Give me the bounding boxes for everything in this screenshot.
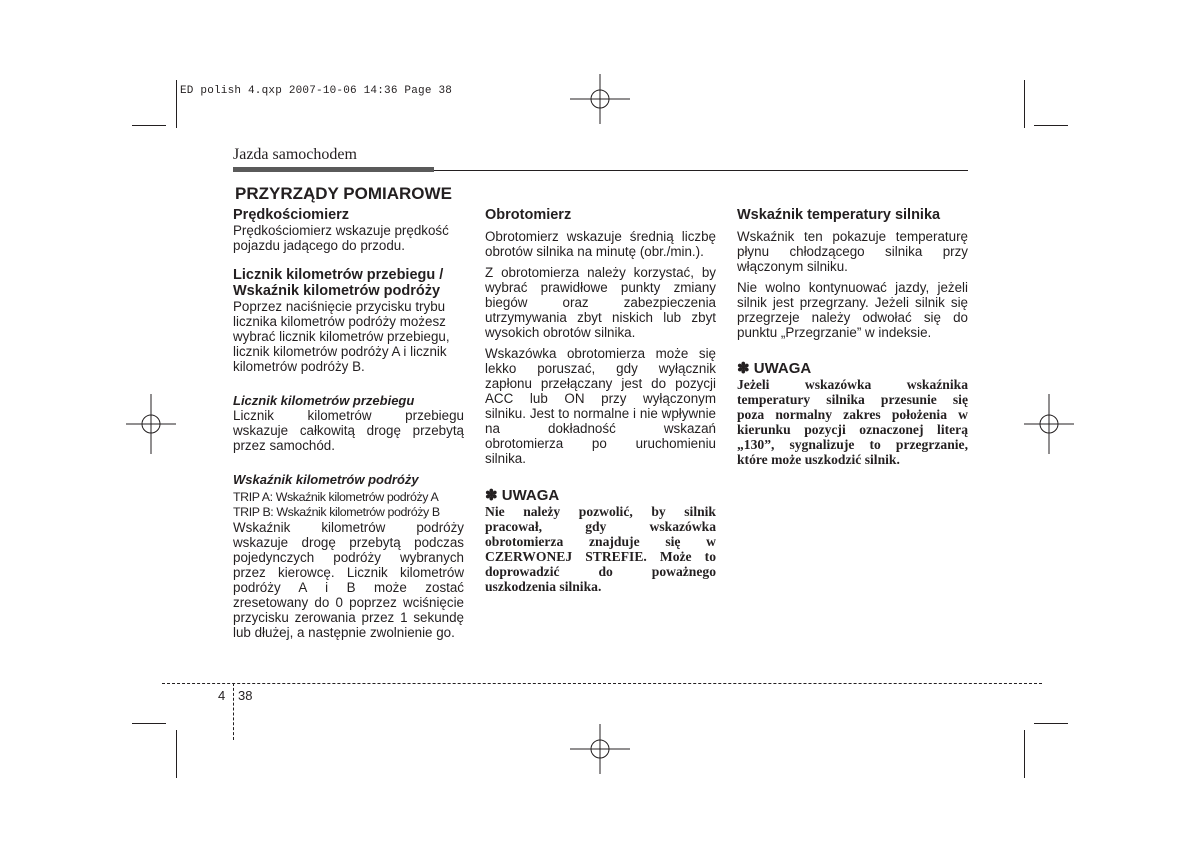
heading-speedometer: Prędkościomierz (233, 207, 350, 223)
crop-mark (132, 723, 166, 724)
crop-mark (1034, 125, 1068, 126)
paragraph: przez samochód. (233, 438, 335, 453)
header-rule (434, 170, 968, 171)
crop-mark (1034, 723, 1068, 724)
paragraph: Poprzez naciśnięcie przycisku trybu licznika kilometrów podróży możesz wybrać licznik kilometrów przebiegu, licznik kilometrów podróży A i licznik kilometrów podróży B. (233, 299, 450, 374)
paragraph: Obrotomierz wskazuje średnią liczbę obrotów silnika na minutę (obr./min.). (485, 229, 716, 259)
paragraph: Licznik kilometrów przebiegu (233, 408, 464, 423)
trip-a-line: TRIP A: Wskaźnik kilometrów podróży A (233, 490, 439, 504)
header-bar (233, 167, 434, 172)
warning-title: ✽ UWAGA (737, 360, 812, 377)
subheading-tripmeter: Wskaźnik kilometrów podróży (233, 472, 419, 487)
heading-odometer-trip: Licznik kilometrów przebiegu / Wskaźnik kilometrów podróży (233, 267, 444, 299)
registration-mark-right (1024, 394, 1074, 454)
warning-text: Nie należy pozwolić, by silnik pracował, gdy wskazówka obrotomierza znajduje się w CZERWONEJ STREFIE. Może to doprowadzić do poważnego uszkodzenia silnika. (485, 504, 716, 594)
footer-dashed-divider (233, 683, 234, 740)
paragraph: Prędkościomierz wskazuje prędkość pojazdu jadącego do przodu. (233, 223, 449, 253)
crop-mark (1024, 730, 1025, 778)
running-head: Jazda samochodem (233, 146, 357, 163)
paragraph: Wskaźnik kilometrów podróży wskazuje drogę przebytą podczas pojedynczych podróży wybranych przez kierowcę. Licznik kilometrów podróży A i B może zostać zresetowany do 0 poprzez wciśnięcie przycisku zerowania przez 1 sekundę lub dłużej, a następnie zwolnienie go. (233, 520, 464, 640)
page-number: 38 (238, 688, 253, 703)
crop-mark (132, 125, 166, 126)
paragraph: Wskazówka obrotomierza może się lekko poruszać, gdy wyłącznik zapłonu przełączany jest do pozycji ACC lub ON przy wyłączonym silniku. Jest to normalne i nie wpływnie na dokładność wskazań obrotomierza po uruchomieniu silnika. (485, 346, 716, 466)
registration-mark-left (126, 394, 176, 454)
paragraph: Nie wolno kontynuować jazdy, jeżeli silnik jest przegrzany. Jeżeli silnik się przegrzeje należy odwołać się do punktu „Przegrzanie” w indeksie. (737, 280, 968, 340)
crop-mark (1024, 80, 1025, 128)
column-1 (233, 207, 464, 640)
print-slug: ED polish 4.qxp 2007-10-06 14:36 Page 38 (180, 85, 453, 97)
paragraph: wskazuje całkowitą drogę przebytą (233, 423, 464, 438)
trip-b-line: TRIP B: Wskaźnik kilometrów podróży B (233, 505, 440, 519)
paragraph: Wskaźnik ten pokazuje temperaturę płynu chłodzącego silnika przy włączonym silniku. (737, 229, 968, 274)
warning-text: Jeżeli wskazówka wskaźnika temperatury silnika przesunie się poza normalny zakres położenia w kierunku pozycji oznaczonej literą „130”, sygnalizuje to przegrzanie, które może uszkodzić silnik. (737, 377, 968, 467)
chapter-number: 4 (218, 688, 226, 703)
registration-mark-top (570, 74, 630, 124)
crop-mark (176, 730, 177, 778)
footer-dashed-rule (162, 683, 1042, 684)
warning-title: ✽ UWAGA (485, 487, 560, 504)
registration-mark-bottom (570, 724, 630, 774)
crop-mark (176, 80, 177, 128)
column-3 (737, 207, 968, 467)
column-2 (485, 207, 716, 594)
section-title: PRZYRZĄDY POMIAROWE (235, 184, 452, 203)
heading-temperature-gauge: Wskaźnik temperatury silnika (737, 207, 941, 223)
subheading-odometer: Licznik kilometrów przebiegu (233, 393, 415, 408)
paragraph: Z obrotomierza należy korzystać, by wybrać prawidłowe punkty zmiany biegów oraz zabezpieczenia utrzymywania zbyt niskich lub zbyt wysokich obrotów silnika. (485, 265, 716, 340)
heading-tachometer: Obrotomierz (485, 207, 572, 223)
